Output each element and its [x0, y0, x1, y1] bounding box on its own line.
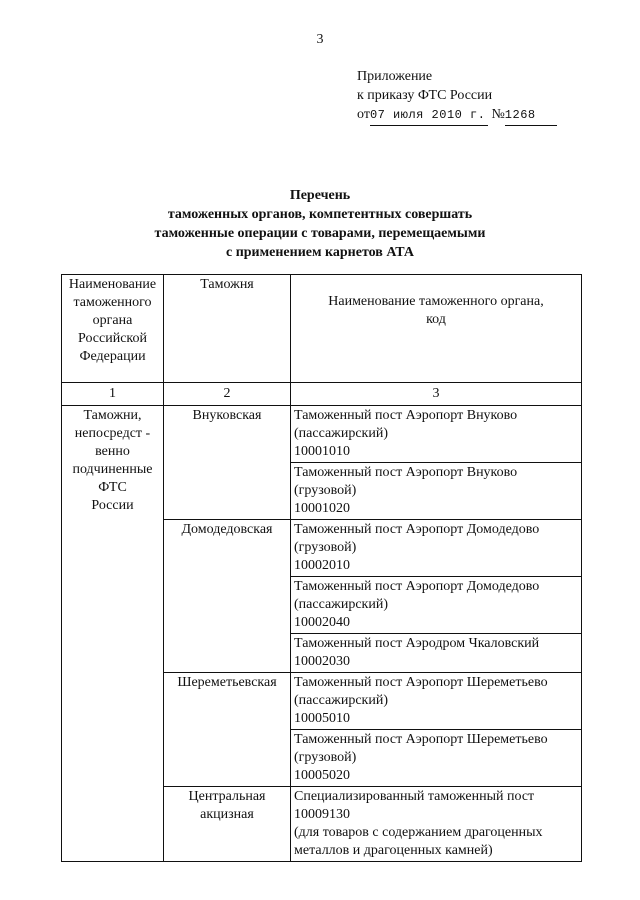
- post-name: (грузовой): [294, 540, 357, 555]
- post-code: 10009130: [294, 807, 350, 822]
- header-text: Федерации: [79, 349, 146, 364]
- header-text: таможенного: [73, 295, 152, 310]
- post-code: 10005020: [294, 768, 350, 783]
- post-name: (грузовой): [294, 750, 357, 765]
- customs-post-cell: [291, 730, 582, 787]
- column-number: 2: [164, 383, 291, 406]
- customs-name: Шереметьевская: [177, 675, 277, 690]
- post-note: (для товаров с содержанием драгоценных: [294, 825, 543, 840]
- customs-name-cell: [164, 406, 291, 520]
- customs-name: Центральная: [188, 789, 266, 804]
- header-col1: [62, 275, 164, 383]
- number-prefix: №: [491, 107, 505, 122]
- post-name: Специализированный таможенный пост: [294, 789, 535, 804]
- title-line: таможенные операции с товарами, перемещаемыми: [154, 226, 486, 241]
- title-line: Перечень: [289, 188, 351, 203]
- group-text: Таможни,: [83, 408, 142, 423]
- title-line: таможенных органов, компетентных совершать: [167, 207, 473, 222]
- customs-post-cell: [291, 634, 582, 673]
- post-name: (пассажирский): [294, 426, 389, 441]
- post-name: (пассажирский): [294, 597, 389, 612]
- post-code: 10002030: [294, 654, 350, 669]
- post-note: металлов и драгоценных камней): [294, 843, 493, 858]
- post-name: (пассажирский): [294, 693, 389, 708]
- appendix-block: [357, 67, 557, 126]
- title-line: с применением карнетов АТА: [225, 245, 414, 260]
- page-number: 3: [316, 32, 324, 47]
- post-name: Таможенный пост Аэропорт Шереметьево: [294, 732, 548, 747]
- group-text: непосредст -: [74, 426, 151, 441]
- group-text: подчиненные: [72, 462, 153, 477]
- post-name: Таможенный пост Аэропорт Шереметьево: [294, 675, 548, 690]
- customs-post-cell: [291, 520, 582, 577]
- customs-post-cell: [291, 673, 582, 730]
- post-name: Таможенный пост Аэропорт Внуково: [294, 465, 518, 480]
- group-text: венно: [95, 444, 130, 459]
- header-col2: Таможня: [164, 275, 291, 383]
- customs-name: Домодедовская: [181, 522, 273, 537]
- post-code: 10001010: [294, 444, 350, 459]
- post-code: 10001020: [294, 501, 350, 516]
- appendix-title: Приложение: [357, 69, 433, 84]
- customs-group-cell: [62, 406, 164, 862]
- header-col3: [291, 275, 582, 383]
- post-code: 10002040: [294, 615, 350, 630]
- header-text: код: [426, 312, 446, 327]
- customs-post-cell: [291, 406, 582, 463]
- customs-post-cell: [291, 787, 582, 862]
- post-code: 10005010: [294, 711, 350, 726]
- appendix-order-date-number: [357, 105, 557, 126]
- column-number-row: [62, 383, 582, 406]
- post-name: Таможенный пост Аэропорт Домодедово: [294, 522, 540, 537]
- customs-name-cell: [164, 787, 291, 862]
- table-row: [62, 406, 582, 463]
- customs-post-cell: [291, 577, 582, 634]
- post-name: (грузовой): [294, 483, 357, 498]
- order-number: 1268: [505, 106, 557, 126]
- header-text: органа: [92, 313, 133, 328]
- post-code: 10002010: [294, 558, 350, 573]
- date-prefix: от: [357, 107, 370, 122]
- header-text: Наименование таможенного органа,: [328, 294, 544, 309]
- column-number: 1: [62, 383, 164, 406]
- order-date: 07 июля 2010 г.: [370, 106, 488, 126]
- header-row: [62, 275, 582, 383]
- header-text: Российской: [78, 331, 147, 346]
- customs-post-cell: [291, 463, 582, 520]
- post-name: Таможенный пост Аэродром Чкаловский: [294, 636, 540, 651]
- group-text: ФТС: [98, 480, 127, 495]
- customs-name-cell: [164, 520, 291, 673]
- post-name: Таможенный пост Аэропорт Внуково: [294, 408, 518, 423]
- header-text: Наименование: [68, 277, 157, 292]
- column-number: 3: [291, 383, 582, 406]
- customs-name: Внуковская: [192, 408, 262, 423]
- group-text: России: [91, 498, 134, 513]
- customs-table: [61, 274, 582, 862]
- appendix-order-ref: к приказу ФТС России: [357, 88, 493, 103]
- document-title: [0, 186, 640, 262]
- post-name: Таможенный пост Аэропорт Домодедово: [294, 579, 540, 594]
- customs-name: акцизная: [200, 807, 254, 822]
- customs-name-cell: [164, 673, 291, 787]
